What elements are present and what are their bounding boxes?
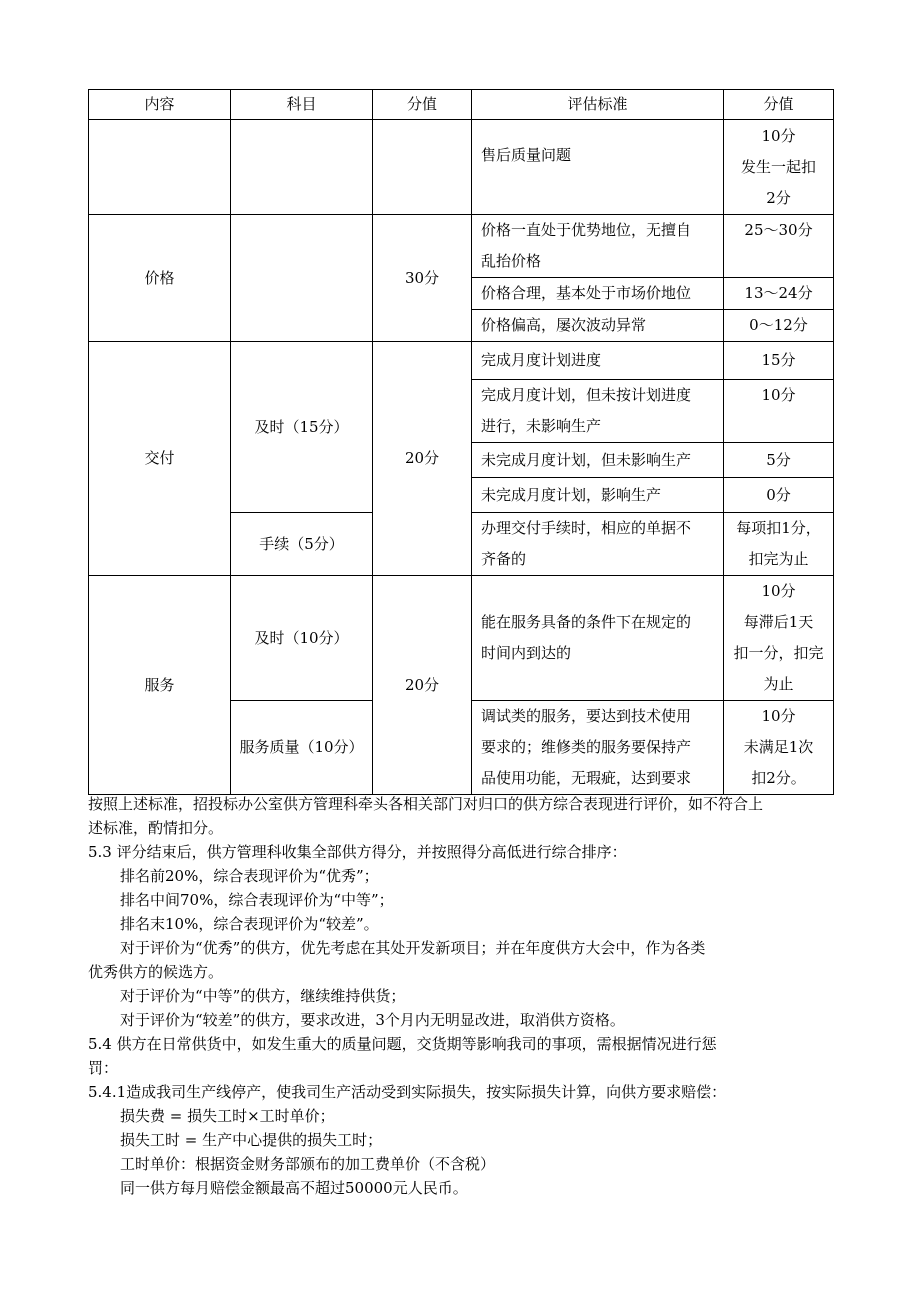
rank-bottom: 排名末10%，综合表现评价为“较差”。 xyxy=(120,915,379,933)
content-service: 服务 xyxy=(89,576,231,795)
score-cell: 10分 xyxy=(724,380,834,443)
header-content: 内容 xyxy=(89,90,231,120)
score-line: 发生一起扣 xyxy=(740,157,816,176)
subject-service-timely: 及时（10分） xyxy=(231,576,373,701)
content-delivery: 交付 xyxy=(89,342,231,576)
score-line: 10分 xyxy=(761,707,796,725)
subject-service-quality: 服务质量（10分） xyxy=(231,701,373,795)
table-header-row xyxy=(89,90,834,120)
criterion-cell xyxy=(472,701,724,795)
criterion-line: 齐备的 xyxy=(481,550,527,568)
criterion-cell xyxy=(472,513,724,576)
table-row xyxy=(89,120,834,215)
content-price: 价格 xyxy=(89,215,231,342)
score-line: 未满足1次 xyxy=(743,738,814,756)
score-line: 扣2分。 xyxy=(751,769,806,787)
score-cell: 0分 xyxy=(724,478,834,513)
score-line: 10分 xyxy=(761,126,796,145)
score-line: 每滞后1天 xyxy=(743,613,814,631)
body-text xyxy=(88,792,848,1200)
points-price: 30分 xyxy=(373,215,472,342)
criterion-line: 时间内到达的 xyxy=(481,644,572,662)
score-cell: 13～24分 xyxy=(724,278,834,310)
criterion-cell xyxy=(472,576,724,701)
score-cell: 15分 xyxy=(724,342,834,380)
criterion-cell xyxy=(472,380,724,443)
note-line: 述标准，酌情扣分。 xyxy=(88,819,224,837)
loss-fee-formula: 损失费 = 损失工时×工时单价； xyxy=(120,1107,335,1125)
loss-hours-formula: 损失工时 = 生产中心提供的损失工时； xyxy=(120,1131,383,1149)
section-5-4-cont: 罚： xyxy=(88,1059,119,1077)
poor-policy: 对于评价为“较差”的供方，要求改进，3个月内无明显改进，取消供方资格。 xyxy=(120,1011,625,1029)
score-line: 每项扣1分， xyxy=(736,519,821,537)
subject-delivery-procedure: 手续（5分） xyxy=(231,513,373,576)
criterion-line: 乱抬价格 xyxy=(481,252,542,270)
hour-price-note: 工时单价：根据资金财务部颁布的加工费单价（不含税） xyxy=(120,1155,496,1173)
score-cell: 25～30分 xyxy=(724,215,834,278)
subject-cell xyxy=(231,215,373,342)
criterion-line: 能在服务具备的条件下在规定的 xyxy=(481,613,692,631)
criterion-line: 完成月度计划，但未按计划进度 xyxy=(481,386,692,404)
criterion-text: 售后质量问题 xyxy=(481,146,572,164)
criterion-cell xyxy=(472,120,724,215)
header-score: 分值 xyxy=(724,90,834,120)
score-cell xyxy=(724,576,834,701)
header-points: 分值 xyxy=(373,90,472,120)
criterion-cell: 未完成月度计划，但未影响生产 xyxy=(472,443,724,478)
criterion-cell: 未完成月度计划，影响生产 xyxy=(472,478,724,513)
medium-policy: 对于评价为“中等”的供方，继续维持供货； xyxy=(120,987,406,1005)
points-delivery: 20分 xyxy=(373,342,472,576)
score-cell: 5分 xyxy=(724,443,834,478)
compensation-cap: 同一供方每月赔偿金额最高不超过50000元人民币。 xyxy=(120,1179,468,1197)
criterion-cell: 价格偏高，屡次波动异常 xyxy=(472,310,724,342)
table-row xyxy=(89,215,834,278)
criterion-line: 进行，未影响生产 xyxy=(481,417,602,435)
score-cell xyxy=(724,701,834,795)
header-criteria: 评估标准 xyxy=(472,90,724,120)
points-service: 20分 xyxy=(373,576,472,795)
criterion-cell xyxy=(472,215,724,278)
score-cell: 0～12分 xyxy=(724,310,834,342)
score-line: 10分 xyxy=(761,582,796,600)
section-5-4-1: 5.4.1造成我司生产线停产，使我司生产活动受到实际损失，按实际损失计算，向供方要求赔偿： xyxy=(88,1083,727,1101)
score-cell xyxy=(724,513,834,576)
criterion-line: 要求的；维修类的服务要保持产 xyxy=(481,738,692,756)
note-line: 按照上述标准，招投标办公室供方管理科牵头各相关部门对归口的供方综合表现进行评价，如不符合上 xyxy=(88,795,764,813)
section-5-4: 5.4 供方在日常供货中，如发生重大的质量问题，交货期等影响我司的事项，需根据情况进行惩 xyxy=(88,1035,717,1053)
criterion-line: 调试类的服务，要达到技术使用 xyxy=(481,707,692,725)
supplier-evaluation-table xyxy=(88,89,834,795)
section-5-3: 5.3 评分结束后，供方管理科收集全部供方得分，并按照得分高低进行综合排序： xyxy=(88,843,627,861)
header-subject: 科目 xyxy=(231,90,373,120)
rank-middle: 排名中间70%，综合表现评价为“中等”； xyxy=(120,891,394,909)
criterion-cell: 价格合理，基本处于市场价地位 xyxy=(472,278,724,310)
rank-top: 排名前20%，综合表现评价为“优秀”； xyxy=(120,867,379,885)
score-line: 2分 xyxy=(766,188,791,207)
score-line: 扣完为止 xyxy=(748,550,809,568)
criterion-line: 品使用功能，无瑕疵，达到要求 xyxy=(481,769,692,787)
content-cell xyxy=(89,120,231,215)
criterion-line: 价格一直处于优势地位，无擅自 xyxy=(481,221,692,239)
score-line: 为止 xyxy=(763,675,794,693)
excellent-policy: 对于评价为“优秀”的供方，优先考虑在其处开发新项目；并在年度供方大会中，作为各类 xyxy=(120,939,706,957)
table-row xyxy=(89,576,834,701)
subject-delivery-timely: 及时（15分） xyxy=(231,342,373,513)
criterion-cell: 完成月度计划进度 xyxy=(472,342,724,380)
table-row xyxy=(89,342,834,380)
excellent-policy-cont: 优秀供方的候选方。 xyxy=(88,963,224,981)
subject-cell xyxy=(231,120,373,215)
criterion-line: 办理交付手续时，相应的单据不 xyxy=(481,519,692,537)
score-cell xyxy=(724,120,834,215)
points-cell xyxy=(373,120,472,215)
score-line: 扣一分，扣完 xyxy=(733,644,824,662)
